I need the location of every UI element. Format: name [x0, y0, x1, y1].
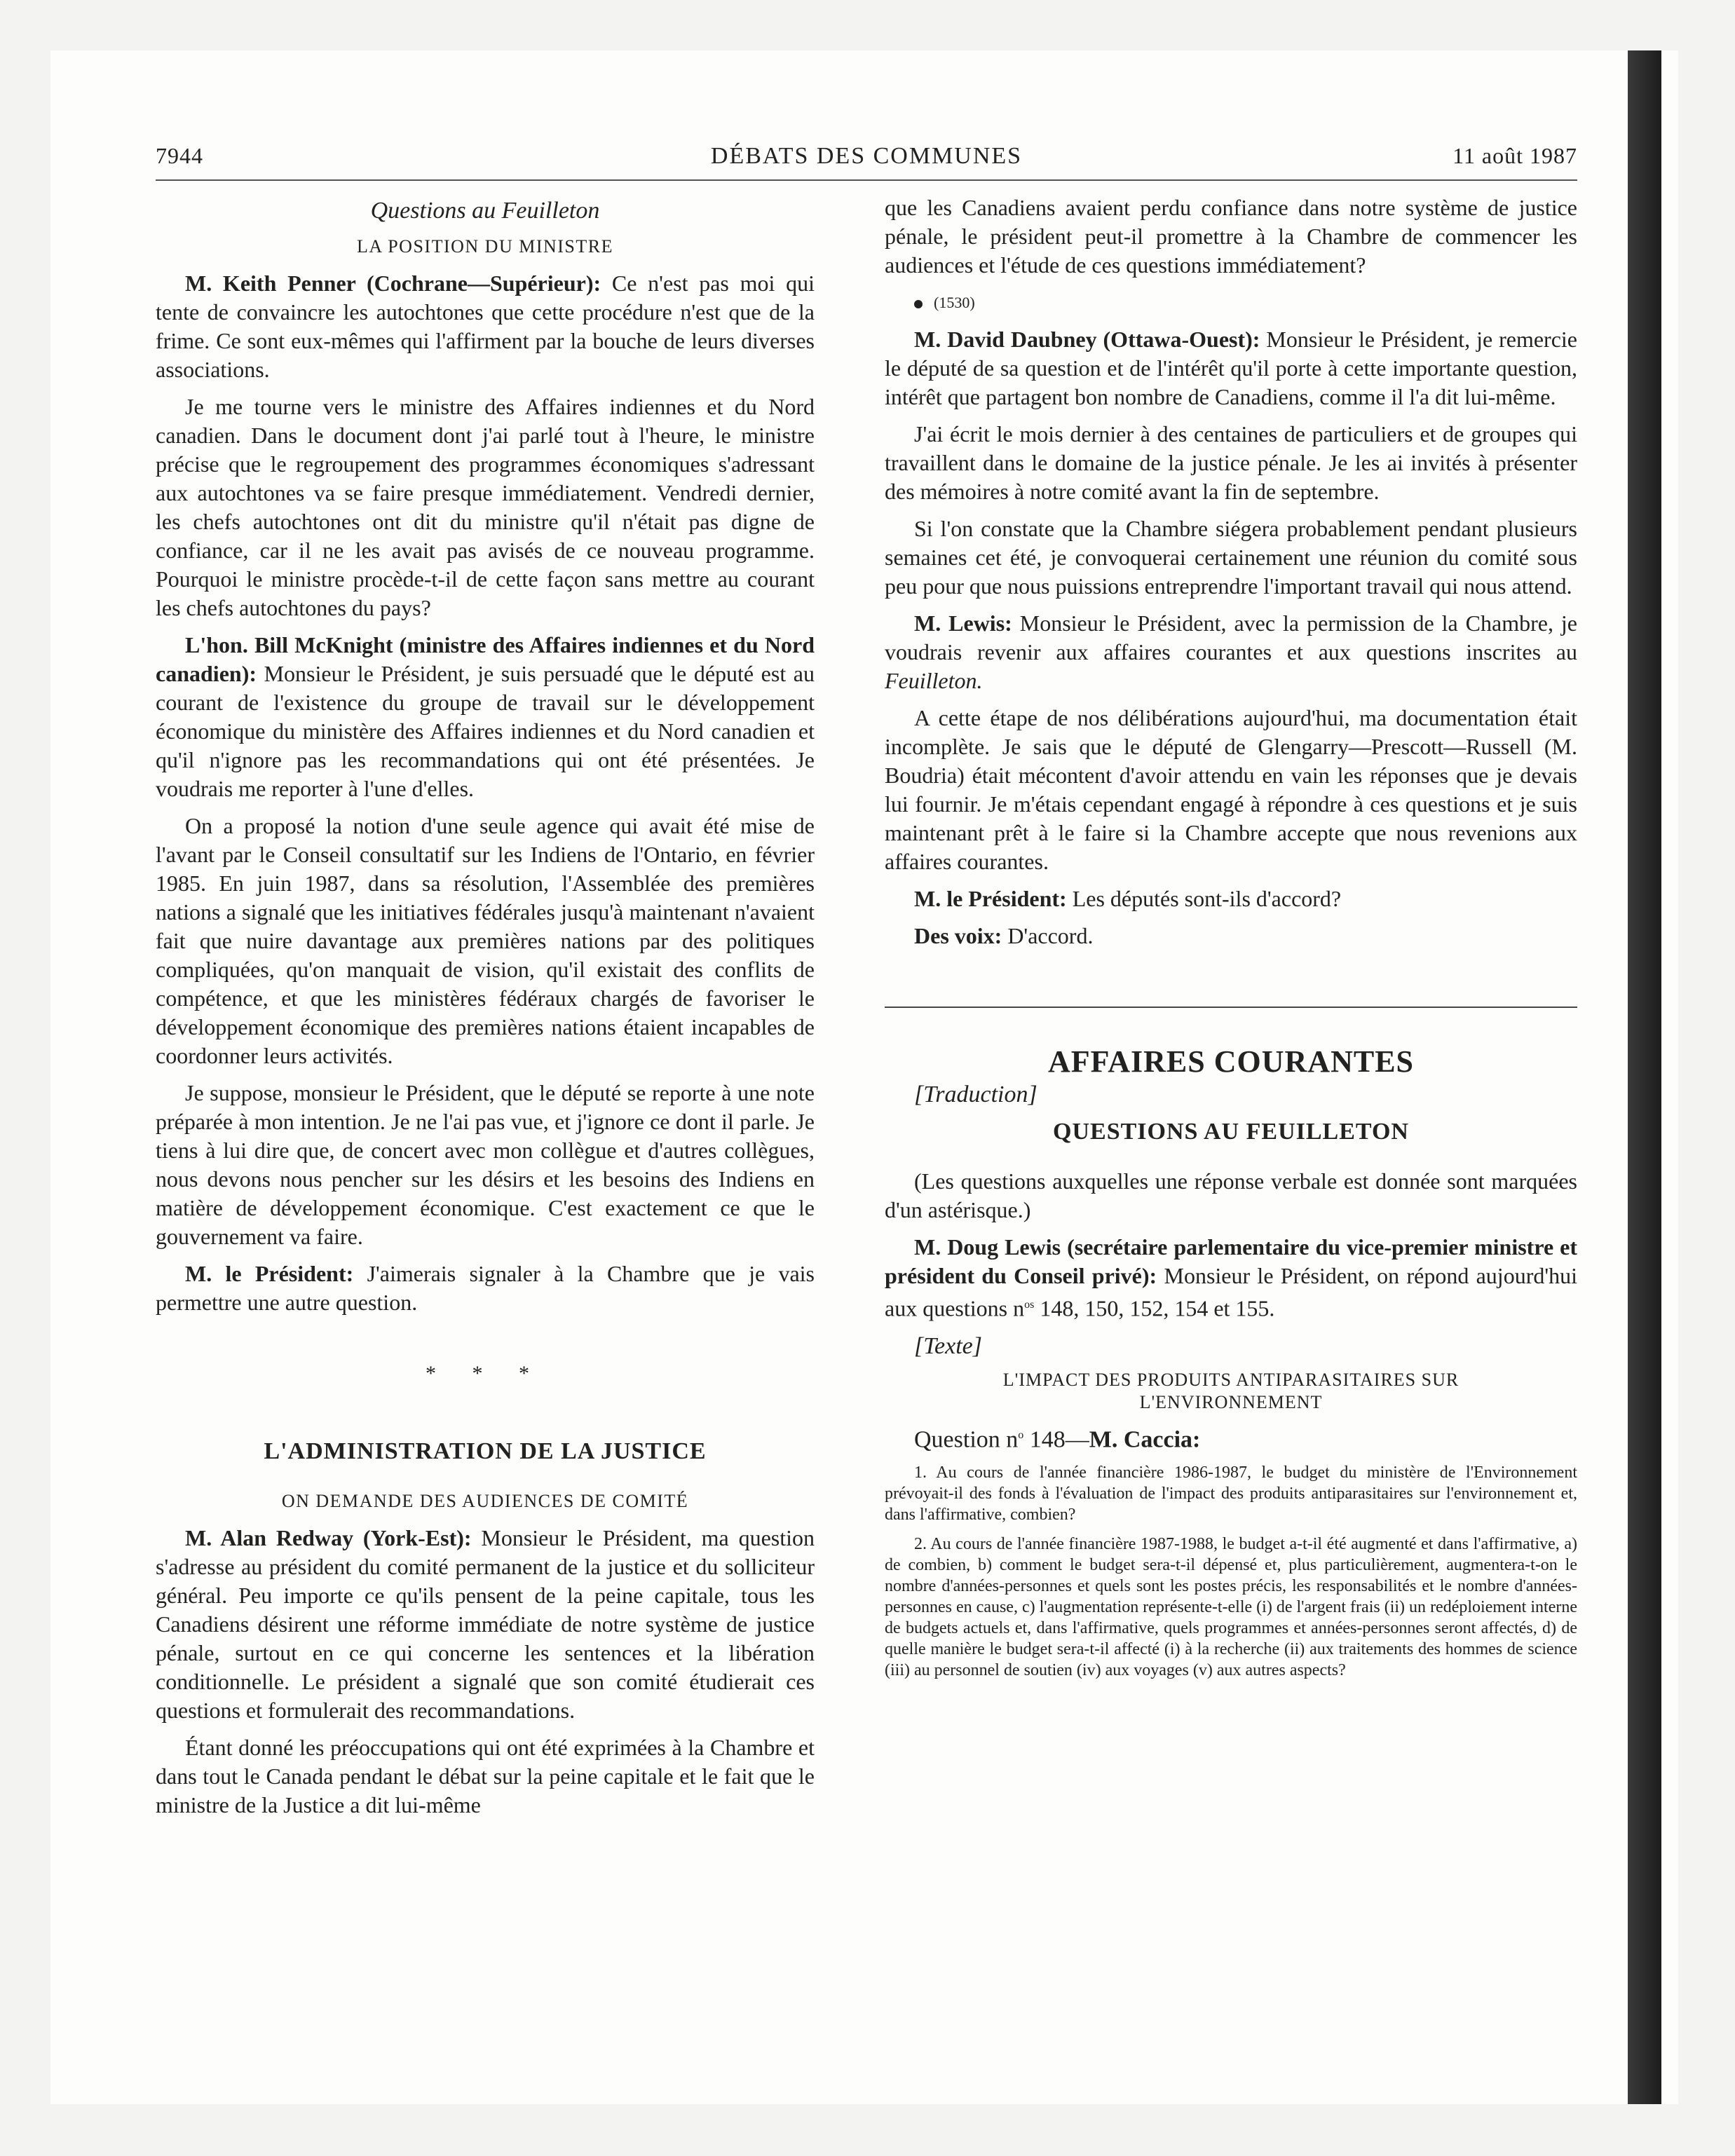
section-divider	[885, 1007, 1577, 1008]
left-column	[156, 193, 815, 1828]
paragraph	[156, 1260, 815, 1317]
speaker-name: M. Alan Redway (York-Est):	[185, 1525, 472, 1550]
paragraph: J'ai écrit le mois dernier à des centaines de particuliers et de groupes qui travaillent dans le domaine de la justice pénale. Je les ai invités à présenter des mémoires à notre comité avant la fin de septembre.	[885, 421, 1577, 504]
paragraph: A cette étape de nos délibérations aujourd'hui, ma documentation était incomplète. Je sais que le député de Glengarry—Prescott—Russell (M. Boudria) était mécontent d'avoir attendu en vain les réponses que je devais lui fournir. Je m'étais cependant engagé à répondre à ces questions et je suis maintenant prêt à le faire si la Chambre accepte que nous revenions aux affaires courantes.	[885, 705, 1577, 874]
scan-edge-shadow	[1628, 50, 1661, 2104]
text-tag: [Texte]	[914, 1332, 982, 1359]
speaker-name: M. David Daubney (Ottawa-Ouest):	[914, 327, 1260, 352]
paragraph	[885, 1233, 1577, 1323]
speaker-name: M. le Président:	[185, 1261, 354, 1286]
paragraph: Étant donné les préoccupations qui ont été exprimées à la Chambre et dans tout le Canada pendant le débat sur la peine capitale et le fait que le ministre de la Justice a dit lui-même	[156, 1735, 815, 1817]
paragraph: Je me tourne vers le ministre des Affaires indiennes et du Nord canadien. Dans le document dont j'ai parlé tout à l'heure, le ministre précise que le regroupement des programmes économiques s'adressant aux autochtones va se faire presque immédiatement. Vendredi dernier, les chefs autochtones ont dit du ministre qu'il n'était pas digne de confiance, car il ne les avait pas avisés de ce nouveau programme. Pourquoi le ministre procède-t-il de cette façon sans mettre au courant les chefs autochtones du pays?	[156, 394, 815, 620]
subsection-title: ON DEMANDE DES AUDIENCES DE COMITÉ	[281, 1491, 689, 1511]
question-title-line: L'ENVIRONNEMENT	[1139, 1391, 1323, 1412]
paragraph: que les Canadiens avaient perdu confiance dans notre système de justice pénale, le président peut-il promettre à la Chambre de commencer les audiences et l'étude de ces questions immédiatement?	[885, 195, 1577, 278]
translation-tag: [Traduction]	[914, 1082, 1037, 1107]
paragraph: On a proposé la notion d'une seule agence qui avait été mise de l'avant par le Conseil consultatif sur les Indiens de l'Ontario, en février 1985. En juin 1987, dans sa résolution, l'Assemblée des premières nations a signalé que les initiatives fédérales jusqu'à maintenant n'avaient fait que nuire davantage aux premières nations par des politiques compliquées, qu'on manquait de vision, qu'il existait des conflits de compétence, et que les ministères fédéraux chargés de favoriser le développement économique des premières nations étaient incapables de coordonner leurs activités.	[156, 813, 815, 1068]
section-heading: AFFAIRES COURANTES	[1047, 1044, 1415, 1079]
question-author: M. Caccia:	[1089, 1426, 1201, 1452]
question-number: 148—	[1023, 1426, 1089, 1452]
publication-title: DÉBATS DES COMMUNES	[710, 143, 1023, 169]
paragraph: Si l'on constate que la Chambre siégera probablement pendant plusieurs semaines cet été, je convoquerai certainement une réunion du comité sous peu pour que nous puissions entreprendre l'important travail qui nous attend.	[885, 516, 1577, 599]
right-column	[885, 193, 1577, 1689]
superscript: o	[1018, 1428, 1024, 1441]
paragraph	[156, 1524, 815, 1725]
section-separator: * * *	[426, 1362, 545, 1385]
speaker-name: L'hon. Bill McKnight (ministre des Affaires indiennes et du Nord canadien):	[156, 632, 815, 686]
speech-text: D'accord.	[1002, 923, 1094, 948]
page-header	[156, 137, 1577, 181]
paragraph	[156, 631, 815, 803]
timestamp-text: (1530)	[934, 294, 975, 311]
section-title: Questions au Feuilleton	[370, 198, 600, 224]
section-heading: L'ADMINISTRATION DE LA JUSTICE	[264, 1438, 707, 1464]
speech-text: Monsieur le Président, avec la permission de la Chambre, je voudrais revenir aux affaires courantes et aux questions inscrites au	[885, 610, 1578, 664]
question-label: Question n	[914, 1426, 1019, 1452]
speaker-name: M. Doug Lewis (secrétaire parlementaire du vice-premier ministre et président du Conseil privé):	[885, 1234, 1577, 1288]
speaker-name: M. Keith Penner (Cochrane—Supérieur):	[185, 271, 601, 296]
paragraph: Je suppose, monsieur le Président, que le député se reporte à une note préparée à mon intention. Je ne l'ai pas vue, et j'ignore ce dont il parle. Je tiens à lui dire que, de concert avec mon collègue et d'autres collègues, nous devons nous pencher sur les désirs et les besoins des Indiens en matière de développement économique. C'est exactement ce que le gouvernement va faire.	[156, 1080, 815, 1249]
speaker-name: M. le Président:	[914, 886, 1067, 911]
publication-date: 11 août 1987	[1452, 143, 1577, 168]
bullet-icon	[914, 300, 923, 308]
paragraph	[885, 325, 1577, 411]
question-line	[885, 1421, 1577, 1454]
speech-text: Monsieur le Président, on répond aujourd'hui aux questions n	[885, 1263, 1578, 1321]
speech-text: 148, 150, 152, 154 et 155.	[1034, 1295, 1275, 1321]
speech-text: J'aimerais signaler à la Chambre que je vais permettre une autre question.	[156, 1261, 815, 1315]
page-number: 7944	[156, 143, 203, 168]
superscript: os	[1024, 1299, 1035, 1311]
subsection-title: LA POSITION DU MINISTRE	[357, 236, 613, 257]
question-item: 2. Au cours de l'année financière 1987-1988, le budget a-t-il été augmenté et dans l'affirmative, a) de combien, b) comment le budget sera-t-il dépensé et, plus particulièrement, augmentera-t-on le nombre d'années-personnes et quels sont les postes précis, les responsabilités et le nombre d'années-personnes en cause, c) l'augmentation représente-t-elle (i) de l'argent frais (ii) un redéploiement interne de budgets actuels et, dans l'affirmative, quels programmes et années-personnes seront affectés, d) de quelle manière le budget sera-t-il affecté (i) à la recherche (ii) aux traitements des hommes de science (iii) au personnel de soutien (iv) aux voyages (v) aux autres aspects?	[885, 1534, 1577, 1679]
speech-text: Monsieur le Président, ma question s'adresse au président du comité permanent de la justice et du solliciteur général. Peu importe ce qu'ils pensent de la peine capitale, tous les Canadiens désirent une réforme immédiate de notre système de justice pénale, surtout en ce qui concerne les sentences et la libération conditionnelle. Le président a signalé que son comité étudierait ces questions et formulerait des recommandations.	[156, 1525, 815, 1723]
paragraph	[885, 885, 1577, 913]
paragraph	[885, 609, 1577, 695]
paragraph	[885, 922, 1577, 950]
paragraph	[156, 269, 815, 384]
speech-text: Les députés sont-ils d'accord?	[1066, 886, 1342, 911]
timestamp	[885, 288, 1577, 317]
question-item: 1. Au cours de l'année financière 1986-1987, le budget du ministère de l'Environnement prévoyait-il des fonds à l'évaluation de l'impact des produits antiparasitaires sur l'environnement et, dans l'affirmative, combien?	[885, 1463, 1577, 1524]
question-title	[885, 1369, 1577, 1414]
speaker-name: M. Lewis:	[914, 610, 1012, 636]
speech-text: Monsieur le Président, je remercie le député de sa question et de l'intérêt qu'il porte à cette importante question, intérêt que partagent bon nombre de Canadiens, comme il l'a dit lui-même.	[885, 327, 1578, 409]
speaker-name: Des voix:	[914, 923, 1002, 948]
italic-text: Feuilleton.	[885, 668, 983, 693]
question-title-line: L'IMPACT DES PRODUITS ANTIPARASITAIRES SUR	[1002, 1369, 1460, 1390]
paragraph: (Les questions auxquelles une réponse verbale est donnée sont marquées d'un astérisque.)	[885, 1168, 1577, 1222]
speech-text: Ce n'est pas moi qui tente de convaincre les autochtones que cette procédure n'est que de la frime. Ce sont eux-mêmes qui l'affirment par la bouche de leurs diverses associations.	[156, 271, 815, 382]
subsection-heading: QUESTIONS AU FEUILLETON	[1053, 1119, 1409, 1145]
speech-text: Monsieur le Président, je suis persuadé que le député est au courant de l'existence du groupe de travail sur le développement économique du ministère des Affaires indiennes et du Nord canadien et qu'il n'ignore pas les recommandations qui ont été présentées. Je voudrais me reporter à l'une d'elles.	[156, 661, 815, 801]
